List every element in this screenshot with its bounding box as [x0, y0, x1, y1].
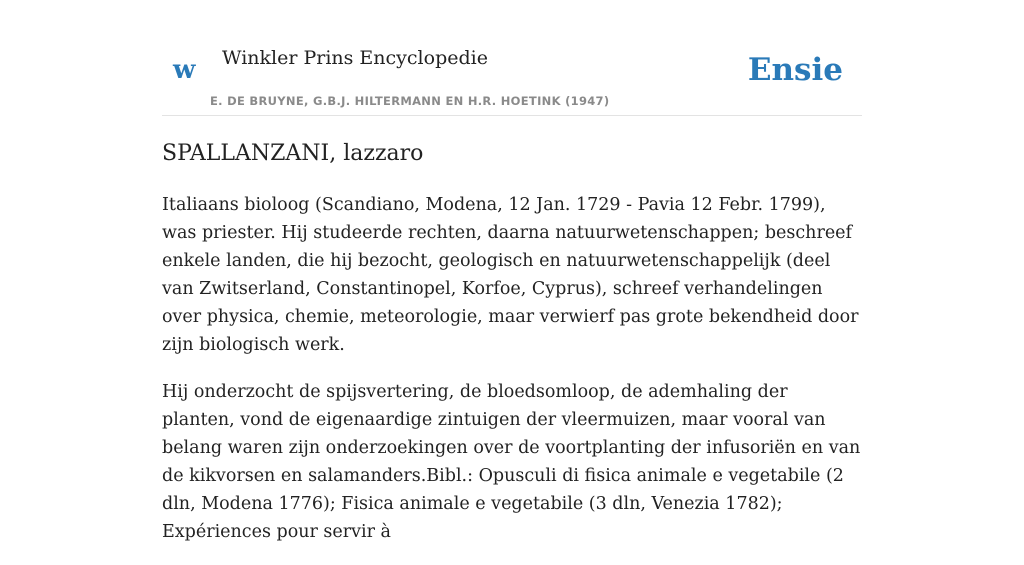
publication-title[interactable]: Winkler Prins Encyclopedie	[222, 47, 488, 69]
article-title: SPALLANZANI, lazzaro	[162, 141, 424, 166]
ensie-logo[interactable]: Ensie	[747, 52, 843, 88]
article-paragraph: Italiaans bioloog (Scandiano, Modena, 12 Jan. 1729 - Pavia 12 Febr. 1799), was priester. Hij studeerde rechten, daarna natuurwetenschappen; beschreef enkele landen, die hij bezocht, geologisch en natuurwetenschappelijk (deel van Zwitserland, Constantinopel, Korfoe, Cyprus), schreef verhandelingen over physica, chemie, meteorologie, maar verwierf pas grote bekendheid door zijn biologisch werk.	[162, 195, 859, 355]
article-body	[162, 191, 862, 565]
article-paragraph: Hij onderzocht de spijsvertering, de bloedsomloop, de ademhaling der planten, vond de eigenaardige zintuigen der vleermuizen, maar vooral van belang waren zijn onderzoekingen over de voortplanting der infusoriën en van de kikvorsen en salamanders.Bibl.: Opusculi di fisica animale e vegetabile (2 dln, Modena 1776); Fisica animale e vegetabile (3 dln, Venezia 1782); Expériences pour servir à	[162, 382, 861, 542]
publication-authors: E. DE BRUYNE, G.B.J. HILTERMANN EN H.R. HOETINK (1947)	[210, 94, 610, 108]
publication-logo[interactable]: w	[173, 55, 196, 85]
page-header	[162, 0, 862, 116]
